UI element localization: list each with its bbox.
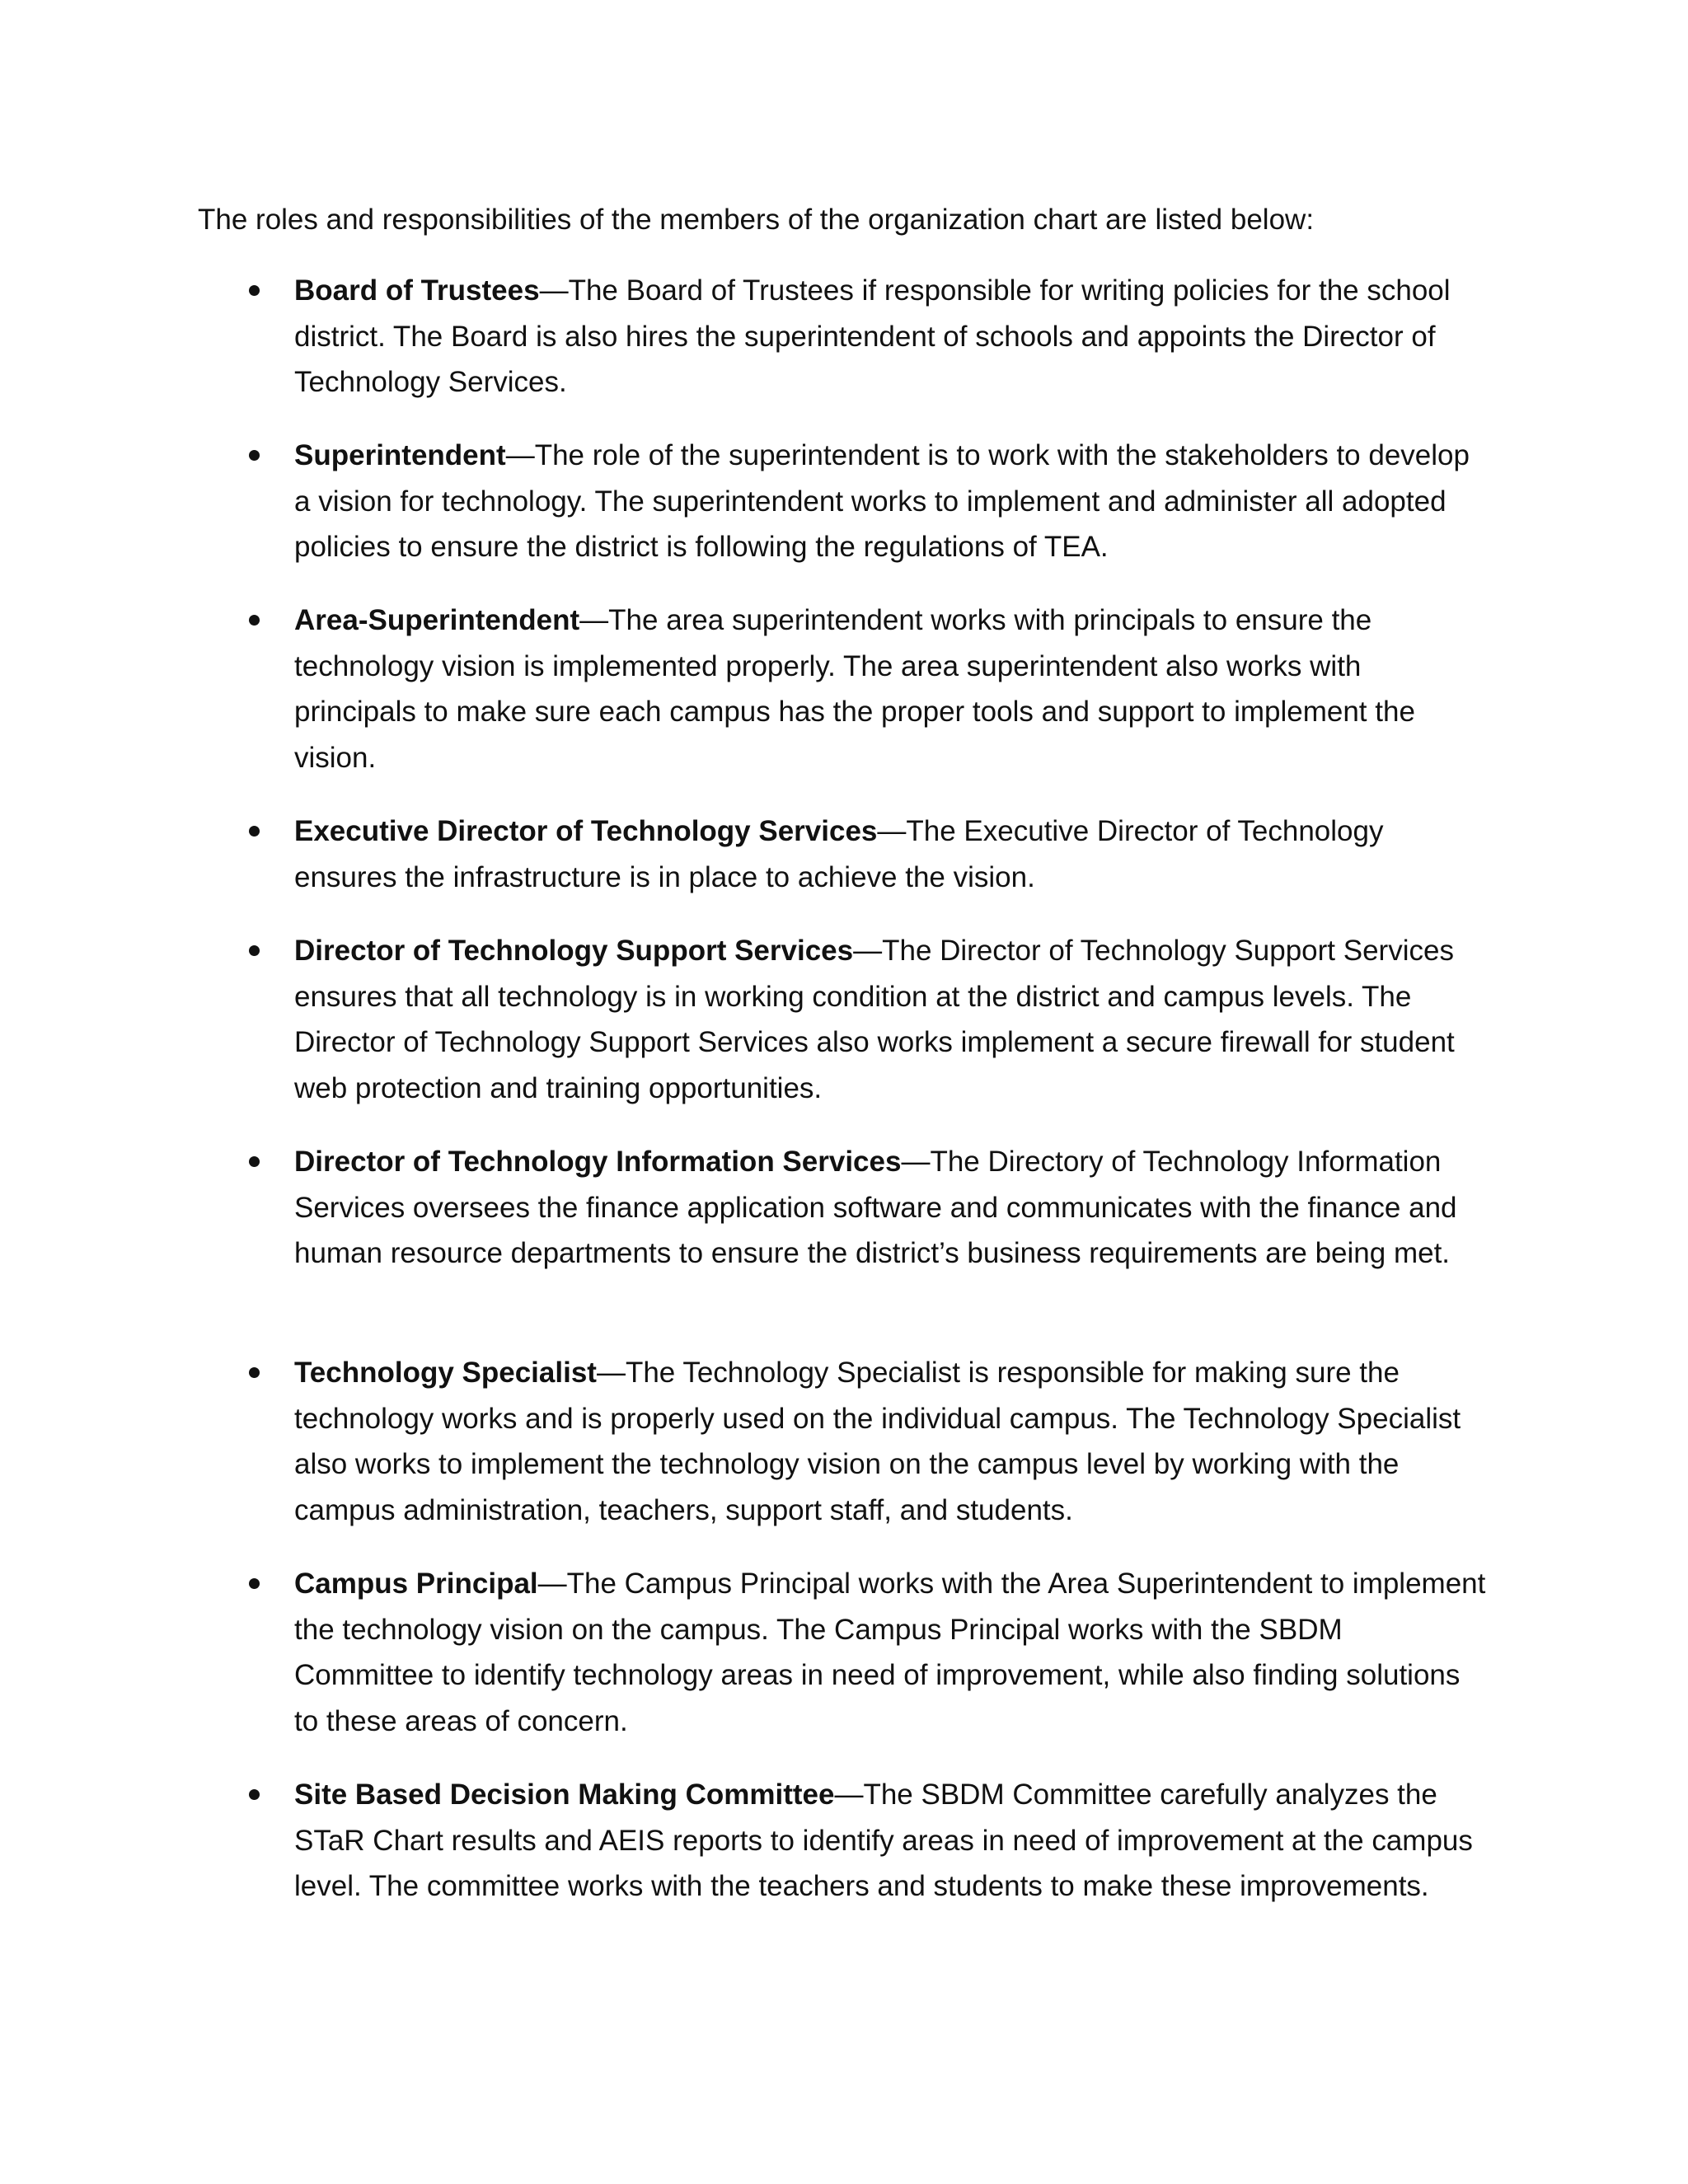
list-item [294,808,1489,900]
bullet-icon [249,1156,260,1167]
role-description: The Board of Trustees if responsible for writing policies for the school district. The Board is also hires the superintendent of schools and appoints the Director of Technology Services. [294,274,1451,399]
dash-separator: — [834,1779,864,1811]
list-item [294,928,1489,1111]
role-description: The Directory of Technology Information Services oversees the finance application software and communicates with the finance and human resource departments to ensure the district’s business requirements are being met. [294,1146,1457,1270]
dash-separator: — [539,274,569,307]
dash-separator: — [877,815,907,847]
role-title: Technology Specialist [294,1357,597,1389]
dash-separator: — [901,1146,931,1178]
list-item [294,1772,1489,1910]
bullet-icon [249,826,260,837]
role-description: The Director of Technology Support Services ensures that all technology is in working condition at the district and campus levels. The Director of Technology Support Services also works implement a secure firewall for student web protection and training opportunities. [294,935,1455,1104]
role-description: The role of the superintendent is to work with the stakeholders to develop a vision for technology. The superintendent works to implement and administer all adopted policies to ensure the district is following the regulations of TEA. [294,439,1470,564]
list-item [294,598,1489,780]
list-item [294,1561,1489,1744]
dash-separator: — [537,1568,567,1600]
bullet-icon [249,945,260,956]
role-title: Executive Director of Technology Services [294,815,878,847]
bullet-icon [249,450,260,461]
role-description: The Technology Specialist is responsible for making sure the technology works and is properly used on the individual campus. The Technology Specialist also works to implement the technology vision on the campus level by working with the campus administration, teachers, support staff, and students. [294,1357,1461,1526]
dash-separator: — [853,935,883,967]
bullet-icon [249,285,260,296]
role-description: The SBDM Committee carefully analyzes the STaR Chart results and AEIS reports to identify areas in need of improvement at the campus level. The committee works with the teachers and students to make these improvements. [294,1779,1473,1903]
role-description: The Executive Director of Technology ensures the infrastructure is in place to achieve the vision. [294,815,1384,893]
role-title: Director of Technology Information Services [294,1146,902,1178]
bullet-icon [249,1578,260,1589]
role-title: Campus Principal [294,1568,538,1600]
role-title: Superintendent [294,439,506,471]
dash-separator: — [596,1357,626,1389]
bullet-icon [249,1789,260,1800]
role-description: The Campus Principal works with the Area Superintendent to implement the technology vision on the campus. The Campus Principal works with the SBDM Committee to identify technology areas in need of improvement, while also finding solutions to these areas of concern. [294,1568,1486,1737]
role-description: The area superintendent works with principals to ensure the technology vision is implemented properly. The area superintendent also works with principals to make sure each campus has the proper tools and support to implement the vision. [294,604,1415,774]
bullet-icon [249,615,260,626]
role-title: Area-Superintendent [294,604,580,636]
intro-paragraph: The roles and responsibilities of the members of the organization chart are listed below: [198,204,1315,236]
list-item [294,1139,1489,1277]
role-title: Director of Technology Support Services [294,935,854,967]
role-title: Board of Trustees [294,274,540,307]
list-item [294,1350,1489,1533]
list-item [294,268,1489,405]
role-title: Site Based Decision Making Committee [294,1779,835,1811]
dash-separator: — [579,604,609,636]
bullet-icon [249,1367,260,1378]
dash-separator: — [505,439,535,471]
list-item [294,433,1489,570]
